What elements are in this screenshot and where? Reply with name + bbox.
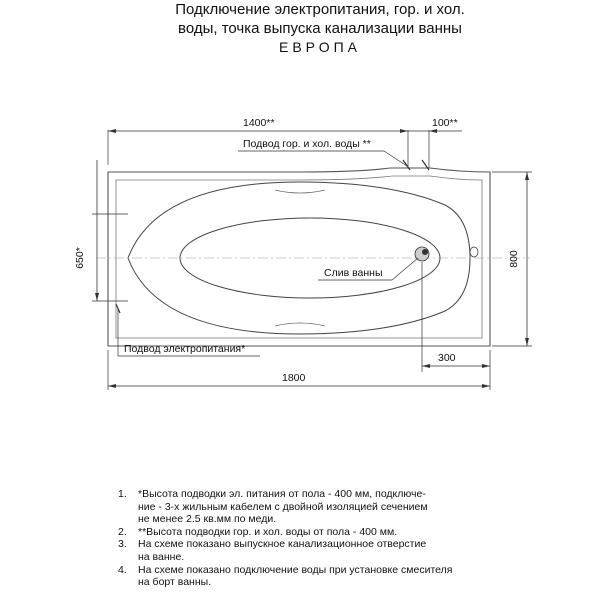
top-dim-arrow-left [108, 129, 116, 133]
note-item [118, 488, 538, 526]
note-text: На схеме показано подключение воды при установке смесителя на борт ванны. [138, 563, 453, 589]
right-height-label: 800 [508, 250, 520, 268]
notes-list [118, 488, 538, 589]
left-dim-arrow-bottom [95, 293, 99, 301]
note-number: 1. [118, 488, 127, 500]
top-dim-arrow-mid [400, 129, 408, 133]
total-length-label: 1800 [282, 372, 306, 384]
bottom-dim-arrow-left [108, 384, 116, 388]
right-dim-arrow-bottom [525, 338, 529, 346]
headrest-bottom [275, 323, 325, 326]
note-item [118, 564, 538, 589]
water-supply-label: Подвод гор. и хол. воды ** [243, 138, 371, 150]
drain-hole-inner [422, 249, 428, 255]
drain-offset-arrow-left [422, 364, 430, 368]
drain-offset-arrow-right [482, 364, 490, 368]
note-number: 3. [118, 538, 127, 551]
note-number: 4. [118, 563, 127, 576]
overflow-hole [470, 247, 478, 257]
drain-offset-label: 300 [438, 352, 456, 364]
note-number: 2. [118, 525, 127, 538]
drain-leader [392, 258, 418, 280]
bathtub-outer-rim [108, 168, 490, 346]
note-text: **Высота подводки гор. и хол. воды от пола - 400 мм. [138, 525, 398, 538]
note-item [118, 526, 538, 539]
drain-label: Слив ванны [324, 267, 383, 279]
power-supply-label: Подвод электропитания* [124, 343, 246, 355]
left-height-label: 650* [74, 247, 86, 269]
note-item [118, 538, 538, 563]
note-text: На схеме показано выпускное канализационное отверстие на ванне. [138, 538, 427, 563]
bottom-dim-arrow-right [482, 384, 490, 388]
note-text: *Высота подводки эл. питания от пола - 400 мм, подключе- ние - 3-х жильным кабелем с двойной изоляцией сечением не менее 2.5 кв.мм по меди. [138, 488, 428, 526]
right-dim-arrow-top [525, 172, 529, 180]
title-line-1: Подключение электропитания, гор. и хол. [175, 1, 465, 18]
model-name: ЕВРОПА [279, 39, 361, 55]
top-width-label: 1400** [243, 117, 275, 129]
headrest-top [275, 190, 325, 193]
top-offset-label: 100** [432, 117, 458, 129]
water-supply-leader [384, 151, 407, 166]
title-line-2: воды, точка выпуска канализации ванны [178, 20, 462, 37]
top-dim-arrow-right [429, 129, 437, 133]
